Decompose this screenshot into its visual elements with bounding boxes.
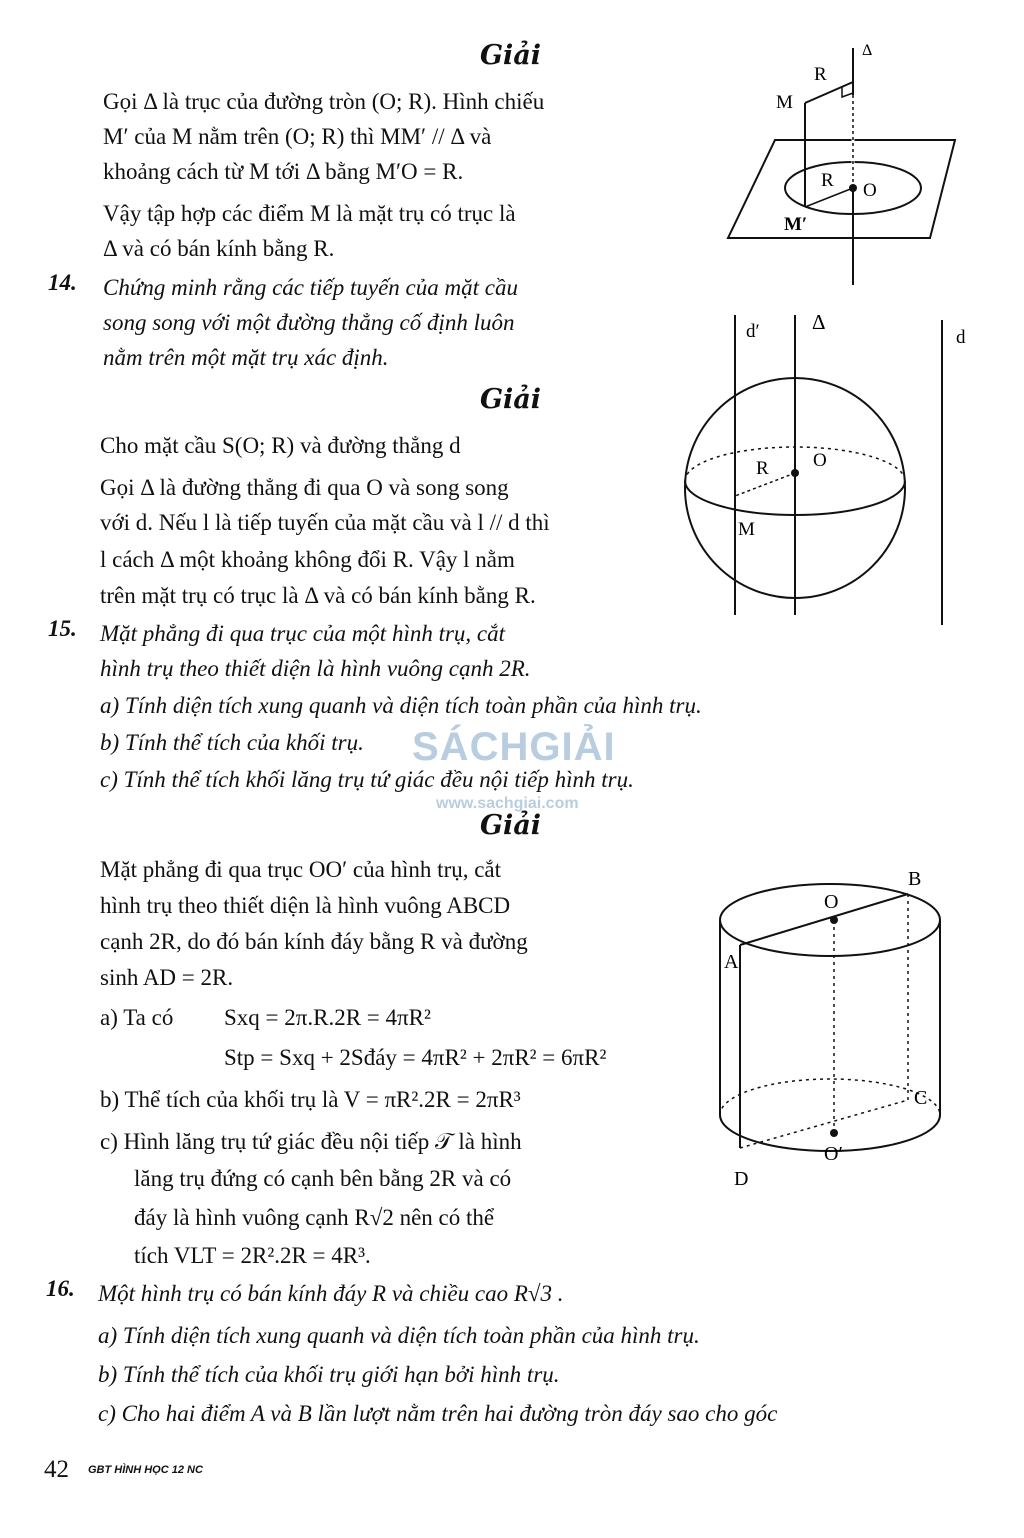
fig2-r-label: R — [756, 458, 769, 479]
fig2-d-prime-label: d′ — [746, 321, 760, 342]
a15-line1: Mặt phẳng đi qua trục OO′ của hình trụ, cắt — [100, 857, 502, 882]
p13-line3: khoảng cách từ M tới Δ bằng M′O = R. — [103, 159, 464, 184]
a15-line2: hình trụ theo thiết diện là hình vuông ABCD — [100, 893, 511, 918]
p13-line1: Gọi Δ là trục của đường tròn (O; R). Hình chiếu — [103, 89, 545, 114]
q14-line3: nằm trên một mặt trụ xác định. — [103, 345, 389, 370]
fig1-m-prime-label: M′ — [784, 214, 808, 235]
a15-part-b: b) Thể tích của khối trụ là V = πR².2R = 2πR³ — [100, 1087, 521, 1112]
a15-a-eq1: Sxq = 2π.R.2R = 4πR² — [224, 1005, 431, 1030]
q16-line1: Một hình trụ có bán kính đáy R và chiều cao R√3 . — [98, 1281, 564, 1306]
page-number: 42 — [44, 1456, 69, 1483]
q16-part-a: a) Tính diện tích xung quanh và diện tích toàn phần của hình trụ. — [98, 1323, 700, 1348]
p13-line4: Vậy tập hợp các điểm M là mặt trụ có trục là — [103, 201, 516, 226]
q15-part-c: c) Tính thể tích khối lăng trụ tứ giác đều nội tiếp hình trụ. — [100, 767, 634, 792]
book-title: GBT HÌNH HỌC 12 NC — [88, 1464, 203, 1476]
a15-c-line4: tích VLT = 2R².2R = 4R³. — [134, 1243, 371, 1268]
figure-sphere-tangent-cylinder — [680, 305, 980, 625]
fig3-d-label: D — [734, 1168, 749, 1190]
q15-part-b: b) Tính thể tích của khối trụ. — [100, 730, 364, 755]
q16-part-c: c) Cho hai điểm A và B lần lượt nằm trên hai đường tròn đáy sao cho góc — [98, 1401, 778, 1426]
fig2-delta-label: Δ — [812, 310, 826, 334]
a15-a-label: a) Ta có — [100, 1005, 174, 1030]
fig2-m-label: M — [738, 519, 755, 540]
fig3-o-label: O — [824, 891, 839, 913]
problem-14-number: 14. — [48, 270, 77, 295]
figure-cylinder-section — [710, 860, 950, 1200]
watermark-url: www.sachgiai.com — [436, 795, 579, 812]
fig1-o-label: O — [863, 180, 877, 201]
a15-c-line1: c) Hình lăng trụ tứ giác đều nội tiếp 𝒯 là hình — [100, 1129, 522, 1154]
solution-heading: Giải — [480, 810, 542, 841]
q14-line2: song song với một đường thẳng cố định luôn — [103, 310, 515, 335]
q15-part-a: a) Tính diện tích xung quanh và diện tích toàn phần của hình trụ. — [100, 693, 702, 718]
fig2-o-label: O — [813, 450, 827, 471]
fig1-delta-label: Δ — [862, 42, 873, 59]
fig2-d-label: d — [956, 327, 966, 348]
fig1-r-top-label: R — [814, 64, 827, 85]
fig3-b-label: B — [908, 868, 922, 890]
a15-a-eq2: Stp = Sxq + 2Sđáy = 4πR² + 2πR² = 6πR² — [224, 1045, 607, 1070]
p13-line5: Δ và có bán kính bằng R. — [103, 236, 335, 261]
a15-line3: cạnh 2R, do đó bán kính đáy bằng R và đường — [100, 929, 528, 954]
problem-15-number: 15. — [48, 616, 77, 641]
a14-line5: trên mặt trụ có trục là Δ và có bán kính bằng R. — [100, 583, 536, 608]
a14-line2: Gọi Δ là đường thẳng đi qua O và song song — [100, 475, 509, 500]
q16-part-b: b) Tính thể tích của khối trụ giới hạn bởi hình trụ. — [98, 1362, 560, 1387]
a14-line4: l cách Δ một khoảng không đổi R. Vậy l nằm — [100, 547, 515, 572]
a14-line3: với d. Nếu l là tiếp tuyến của mặt cầu và l // d thì — [100, 510, 550, 535]
problem-16-number: 16. — [46, 1276, 75, 1301]
figure-cylinder-axis — [720, 40, 960, 290]
q15-line1: Mặt phẳng đi qua trục của một hình trụ, cắt — [100, 621, 506, 646]
solution-heading: Giải — [480, 40, 542, 71]
fig1-r-label: R — [821, 170, 834, 191]
fig1-m-label: M — [776, 92, 793, 113]
watermark-logo: SÁCHGIẢI — [412, 725, 616, 769]
a15-line4: sinh AD = 2R. — [100, 965, 234, 990]
fig3-a-label: A — [724, 951, 739, 973]
q15-line2: hình trụ theo thiết diện là hình vuông cạnh 2R. — [100, 656, 531, 681]
q14-line1: Chứng minh rằng các tiếp tuyến của mặt cầu — [103, 275, 518, 300]
a15-c-line2: lăng trụ đứng có cạnh bên bằng 2R và có — [134, 1166, 512, 1191]
fig3-o-prime-label: O′ — [824, 1143, 843, 1165]
solution-heading: Giải — [480, 384, 542, 415]
fig3-c-label: C — [914, 1087, 928, 1109]
p13-line2: M′ của M nằm trên (O; R) thì MM′ // Δ và — [103, 124, 492, 149]
a15-c-line3: đáy là hình vuông cạnh R√2 nên có thể — [134, 1205, 495, 1230]
a14-line1: Cho mặt cầu S(O; R) và đường thẳng d — [100, 433, 461, 458]
